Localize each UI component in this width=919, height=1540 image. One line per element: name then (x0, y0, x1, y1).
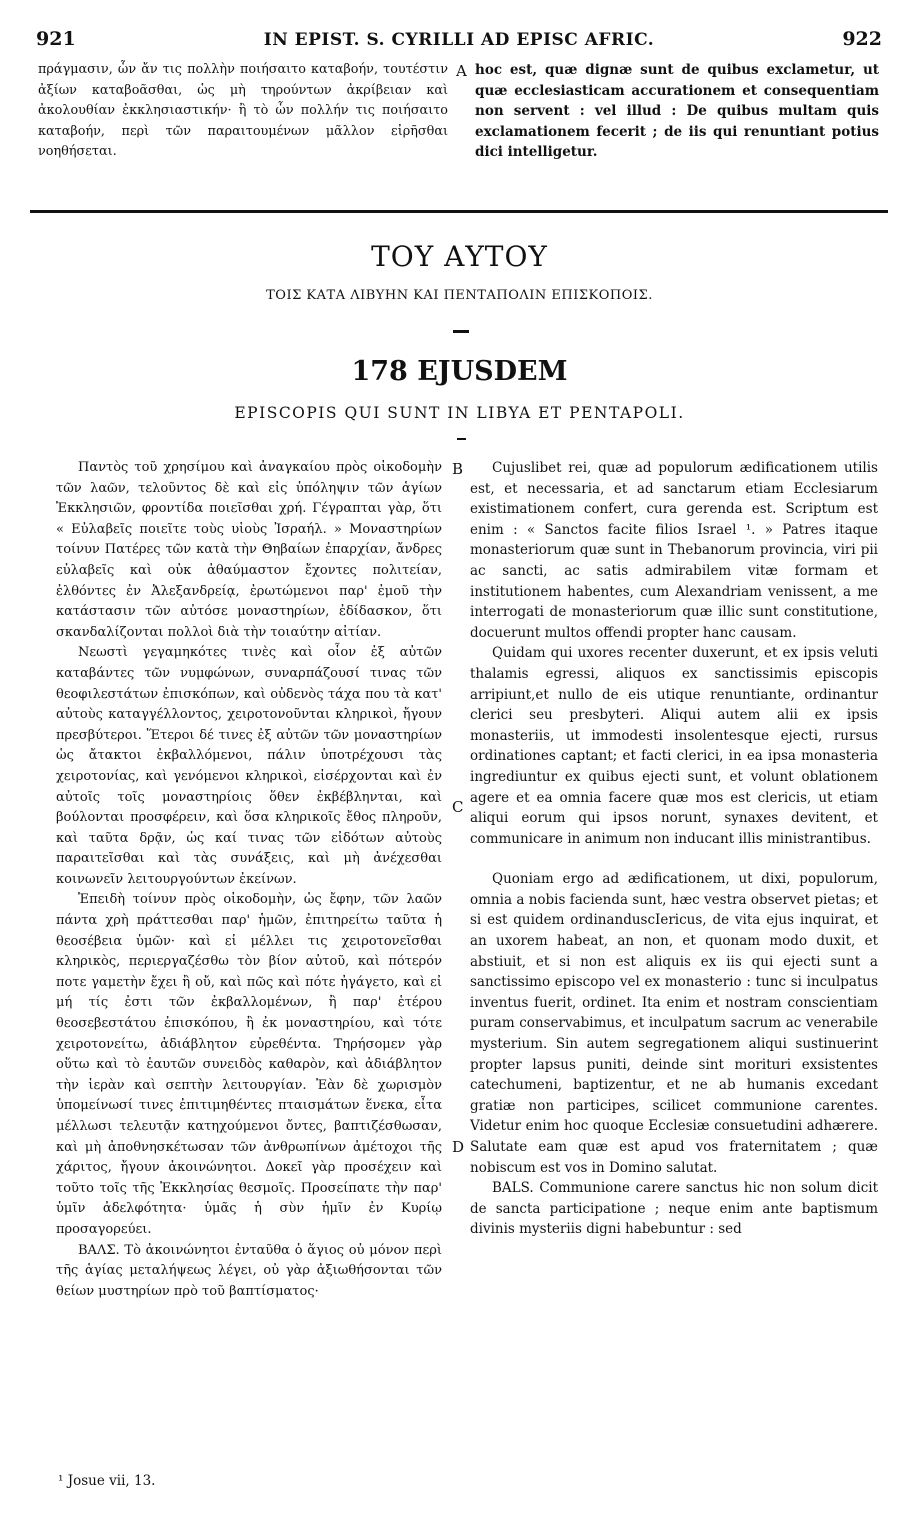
footnote: ¹ Josue vii, 13. (58, 1473, 156, 1489)
page-number-right: 922 (842, 28, 882, 50)
tiny-divider (457, 438, 466, 440)
latin-paragraph: Quoniam ergo ad ædificationem, ut dixi, populorum, omnia a nobis facienda sunt, hæc vestra observet pietas; et si est quidem ordinanduscIericus, de vita ejus inquirat, et an uxorem habeat, an non, et quonam modo duxit, et abstiuit, et si non est aliquis ex iis qui ejecti sunt a sanctissimo episcopo vel ex monasterio : tunc si inculpatus inventus fuerit, ordinet. Ita enim et nostram conscientiam puram conservabimus, et inculpatum sacrum ac venerabile mysterium. Sin autem segregationem aliqui sustinuerint propter lapsus puniti, deinde sint morituri exsistentes catechumeni, baptizentur, et ne ab humanis excedant gratiæ non participes, scilicet communione carentes. Videtur enim hoc quoque Ecclesiæ consuetudini adhærere. Salutate eam quæ est apud vos fraternitatem ; quæ nobiscum est vos in Domino salutat. (470, 871, 878, 1176)
paragraph-gap (470, 849, 878, 869)
page-number-left: 921 (36, 28, 76, 50)
top-greek-column (38, 60, 448, 163)
top-latin-paragraph: hoc est, quæ dignæ sunt de quibus exclametur, ut quæ ecclesiasticam accurationem et consequentiam non servent : vel illud : De quibus multam quis exclamationem fecerit ; de iis qui renuntiant potius dici intelligetur. (475, 62, 879, 161)
greek-section-subtitle: ΤΟΙΣ ΚΑΤΑ ΛΙΒΥΗΝ ΚΑΙ ΠΕΝΤΑΠΟΛΙΝ ΕΠΙΣΚΟΠΟΙΣ. (266, 288, 653, 303)
greek-paragraph: ΒΑΛΣ. Τὸ ἀκοινώνητοι ἐνταῦθα ὁ ἅγιος οὐ μόνον περὶ τῆς ἁγίας μεταλήψεως λέγει, οὐ γὰρ ἀξιωθήσονται τῶν θείων μυστηρίων πρὸ τοῦ βαπτίσματος· (56, 1242, 442, 1299)
margin-marker-c: C (452, 798, 464, 816)
top-greek-paragraph: πράγμασιν, ὧν ἄν τις πολλὴν ποιήσαιτο καταβοήν, τουτέστιν ἀξίων καταβοᾶσθαι, ὡς μὴ τηρούντων ἀκρίβειαν καὶ ἀκολουθίαν ἐκκλησιαστικήν· ἢ τὸ ὧν πολλήν τις ποιήσαιτο καταβοήν, περὶ τῶν παραιτουμένων μᾶλλον εἰρῆσθαι νοηθήσεται. (38, 62, 448, 160)
greek-body-column (56, 458, 442, 1302)
latin-body-column (470, 458, 878, 1240)
short-divider (453, 330, 469, 333)
latin-paragraph: BALS. Communione carere sanctus hic non solum dicit de sancta participatione ; neque enim ante baptismum divinis mysteriis digni habebuntur : sed (470, 1180, 878, 1238)
margin-marker-b: B (452, 460, 464, 478)
latin-paragraph: Quidam qui uxores recenter duxerunt, et ex ipsis veluti thalamis egressi, aliquos ex sanctissimis episcopis arripiunt,et nullo de eis utique renuntiante, ordinantur clerici seu presbyteri. Aliqui autem alii ex ipsis monasteriis, ut immodesti insolentesque ejecti, rursus ordinationes captant; et facti clerici, in ea ipsa monasteria ingrediuntur ex quibus ejecti sunt, et volunt oblationem agere et ea omnia facere quæ mos est clericis, ut etiam aliqui eorum qui ipsos norunt, synaxes devitent, et communicare in animum non inducant illis ministrantibus. (470, 645, 878, 847)
latin-paragraph: Cujuslibet rei, quæ ad populorum ædificationem utilis est, et necessaria, et ad sanctarum etiam Ecclesiarum existimationem confert, cura gerenda est. Scriptum est enim : « Sanctos facite filios Israel ¹. » Patres itaque monasteriorum quæ sunt in Thebanorum provincia, viri pii ac sancti, ac satis admirabilem vitæ formam et institutionem habentes, cum Alexandriam venissent, a me interrogati de monasteriorum quæ illic sunt constitutione, docuerunt multos offendi propter hanc causam. (470, 460, 878, 641)
latin-section-title: 178 EJUSDEM (351, 356, 568, 387)
greek-paragraph: Παντὸς τοῦ χρησίμου καὶ ἀναγκαίου πρὸς οἰκοδομὴν τῶν λαῶν, τελοῦντος δὲ καὶ εἰς ὑπόληψιν τῶν ἁγίων Ἐκκλησιῶν, φροντίδα ποιεῖσθαι χρή. Γέγραπται γὰρ, ὅτι « Εὐλαβεῖς ποιεῖτε τοὺς υἱοὺς Ἰσραήλ. » Μοναστηρίων τοίνυν Πατέρες τῶν κατὰ τὴν Θηβαίων ἐπαρχίαν, ἄνδρες εὐλαβεῖς καὶ οὐκ ἀθαύμαστον ἔχοντες πολιτείαν, ἐλθόντες ἐν Ἀλεξανδρείᾳ, ἐρωτώμενοι παρ' ἐμοῦ τὴν κατάστασιν τῶν αὐτόσε μοναστηρίων, ἐδίδασκον, ὅτι σκανδαλίζονται πολλοὶ διὰ τὴν τοιαύτην αἰτίαν. (56, 460, 442, 640)
greek-paragraph: Νεωστὶ γεγαμηκότες τινὲς καὶ οἷον ἐξ αὐτῶν καταβάντες τῶν νυμφώνων, συναρπάζουσί τινας τῶν θεοφιλεστάτων ἐπισκόπων, καὶ οὐδενὸς τάχα που τὰ κατ' αὐτοὺς καταγγέλλοντος, χειροτονοῦνται κληρικοὶ, ἤγουν πρεσβύτεροι. Ἕτεροι δέ τινες ἐξ αὐτῶν τῶν μοναστηρίων ὡς ἄτακτοι ἐκβαλλόμενοι, πάλιν ὑποτρέχουσι τὰς χειροτονίας, καὶ γενόμενοι κληρικοὶ, εἰσέρχονται καὶ ἐν αὐτοῖς τοῖς μοναστηρίοις ὅθεν ἐκβέβληνται, καὶ βούλονται προσφέρειν, καὶ ὅσα κληρικοῖς ἔθος πληροῦν, καὶ ταῦτα δρᾷν, ὡς καί τινας τῶν εἰδότων αὐτοὺς παραιτεῖσθαι καὶ τὰς συνάξεις, καὶ μὴ ἀνέχεσθαι κοινωνεῖν λειτουργούντων ἐκείνων. (56, 645, 442, 887)
greek-section-title: ΤΟΥ ΑΥΤΟΥ (371, 240, 548, 273)
running-title: IN EPIST. S. CYRILLI AD EPISC AFRIC. (263, 30, 655, 50)
section-divider (30, 210, 888, 213)
greek-paragraph: Ἐπειδὴ τοίνυν πρὸς οἰκοδομὴν, ὡς ἔφην, τῶν λαῶν πάντα χρὴ πράττεσθαι παρ' ἡμῶν, ἐπιτηρείτω ταῦτα ἡ θεοσέβεια ὑμῶν· καὶ εἰ μέλλει τις χειροτονεῖσθαι κληρικὸς, περιεργαζέσθω τὸν βίον αὐτοῦ, καὶ πότερόν ποτε γαμετὴν ἔχει ἢ οὔ, καὶ πῶς καὶ πότε ἠγάγετο, καὶ εἰ μή τίς ἐστι τῶν ἐκβαλλομένων, ἢ παρ' ἑτέρου θεοσεβεστάτου ἐπισκόπου, ἢ ἐκ μοναστηρίου, καὶ τότε χειροτονείτω, ἀδιάβλητον εὑρεθέντα. Τηρήσομεν γὰρ οὕτω καὶ τὸ ἑαυτῶν συνειδὸς καθαρὸν, καὶ ἀδιάβλητον τὴν ἱερὰν καὶ σεπτὴν λειτουργίαν. Ἐὰν δὲ χωρισμὸν ὑπομείνωσί τινες ἐπιτιμηθέντες πταισμάτων ἕνεκα, εἶτα μέλλωσι τελευτᾷν κατηχούμενοι ὄντες, βαπτιζέσθωσαν, καὶ μὴ ἀποθνησκέτωσαν τῶν ἀνθρωπίνων ἀμέτοχοι τῆς χάριτος, ἤγουν ἀκοινώνητοι. Δοκεῖ γὰρ προσέχειν καὶ τοῦτο τοῖς τῆς Ἐκκλησίας θεσμοῖς. Προσείπατε τὴν παρ' ὑμῖν ἀδελφότητα· ὑμᾶς ἡ σὺν ἡμῖν ἐν Κυρίῳ προσαγορεύει. (56, 892, 442, 1237)
latin-section-subtitle: EPISCOPIS QUI SUNT IN LIBYA ET PENTAPOLI. (234, 404, 685, 422)
margin-marker-a: A (456, 62, 467, 80)
margin-marker-d: D (452, 1138, 465, 1156)
top-latin-column (475, 60, 879, 163)
running-header (36, 28, 882, 54)
